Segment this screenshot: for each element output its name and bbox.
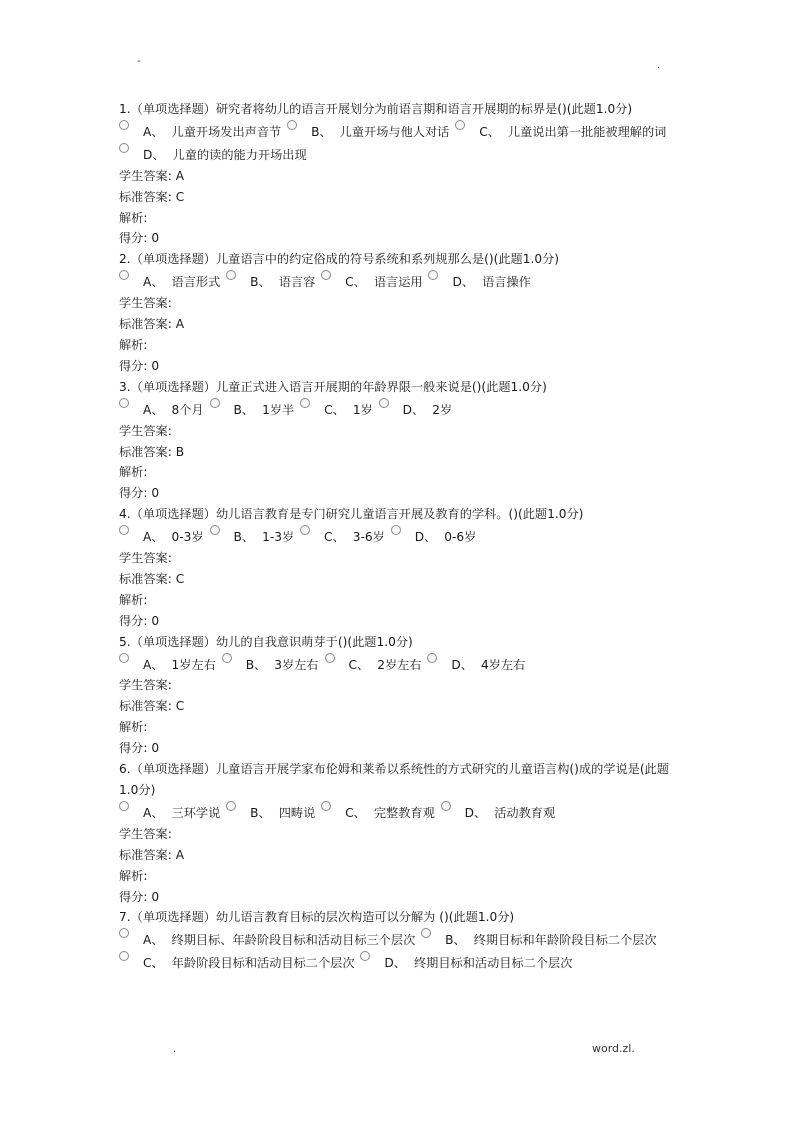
option-label: A、 bbox=[143, 657, 164, 672]
radio-option-d[interactable] bbox=[119, 143, 129, 153]
option-group bbox=[119, 525, 679, 548]
standard-answer-label: 标准答案: bbox=[119, 189, 172, 204]
radio-option-d[interactable] bbox=[360, 951, 370, 961]
analysis-label: 解析: bbox=[119, 465, 148, 480]
student-answer-row bbox=[119, 166, 679, 187]
option-text: 儿童开场与他人对话 bbox=[339, 124, 450, 139]
radio-option-a[interactable] bbox=[119, 270, 129, 280]
option-label: A、 bbox=[143, 275, 164, 290]
option-label: B、 bbox=[233, 530, 255, 545]
score-label: 得分: bbox=[119, 486, 148, 501]
option-label: C、 bbox=[324, 530, 345, 545]
question-4 bbox=[119, 504, 679, 631]
student-answer-label: 学生答案: bbox=[119, 423, 172, 438]
option-text: 1岁 bbox=[352, 402, 373, 417]
option-label: A、 bbox=[143, 124, 164, 139]
score-value: 0 bbox=[151, 613, 160, 628]
radio-option-d[interactable] bbox=[441, 801, 451, 811]
question-2 bbox=[119, 249, 679, 376]
standard-answer-value: A bbox=[175, 847, 185, 862]
analysis-label: 解析: bbox=[119, 592, 148, 607]
radio-option-b[interactable] bbox=[222, 653, 232, 663]
student-answer-row bbox=[119, 548, 679, 569]
option-group bbox=[119, 120, 679, 166]
score-value: 0 bbox=[151, 486, 160, 501]
radio-option-b[interactable] bbox=[210, 525, 220, 535]
score-value: 0 bbox=[151, 231, 160, 246]
option-label: A、 bbox=[143, 530, 164, 545]
radio-option-c[interactable] bbox=[321, 270, 331, 280]
question-stem: 5.（单项选择题）幼儿的自我意识萌芽于()(此题1.0分) bbox=[119, 634, 413, 649]
radio-option-d[interactable] bbox=[379, 398, 389, 408]
question-stem: 6.（单项选择题）儿童语言开展学家布伦姆和莱希以系统性的方式研究的儿童语言构()成的学说是(此题1.0分) bbox=[119, 762, 669, 797]
question-5 bbox=[119, 632, 679, 759]
question-list bbox=[119, 99, 679, 974]
score-row bbox=[119, 228, 679, 249]
footer-watermark: word.zl. bbox=[592, 1042, 635, 1055]
analysis-label: 解析: bbox=[119, 868, 148, 883]
option-label: C、 bbox=[345, 275, 366, 290]
option-label: B、 bbox=[233, 402, 255, 417]
score-value: 0 bbox=[151, 889, 160, 904]
option-text: 1-3岁 bbox=[262, 530, 295, 545]
student-answer-row bbox=[119, 293, 679, 314]
option-label: D、 bbox=[384, 956, 406, 971]
option-group bbox=[119, 398, 679, 421]
option-text: 1岁半 bbox=[262, 402, 295, 417]
radio-option-c[interactable] bbox=[455, 120, 465, 130]
student-answer-label: 学生答案: bbox=[119, 826, 172, 841]
option-text: 终期目标和活动目标二个层次 bbox=[413, 956, 573, 971]
radio-option-c[interactable] bbox=[300, 398, 310, 408]
standard-answer-label: 标准答案: bbox=[119, 444, 172, 459]
option-group bbox=[119, 928, 679, 974]
radio-option-c[interactable] bbox=[321, 801, 331, 811]
option-text: 4岁左右 bbox=[480, 657, 526, 672]
radio-option-d[interactable] bbox=[391, 525, 401, 535]
standard-answer-row bbox=[119, 442, 679, 463]
option-text: 语言形式 bbox=[171, 275, 221, 290]
radio-option-c[interactable] bbox=[300, 525, 310, 535]
option-text: 1岁左右 bbox=[171, 657, 216, 672]
score-label: 得分: bbox=[119, 358, 148, 373]
page-corner-mark-right: . bbox=[657, 60, 661, 71]
option-text: 儿童说出第一批能被理解的词 bbox=[507, 124, 667, 139]
student-answer-label: 学生答案: bbox=[119, 168, 172, 183]
option-label: A、 bbox=[143, 805, 164, 820]
score-row bbox=[119, 356, 679, 377]
score-label: 得分: bbox=[119, 889, 148, 904]
option-text: 年龄阶段目标和活动目标二个层次 bbox=[171, 956, 355, 971]
analysis-label: 解析: bbox=[119, 720, 148, 735]
radio-option-b[interactable] bbox=[421, 928, 431, 938]
standard-answer-row bbox=[119, 569, 679, 590]
student-answer-value: A bbox=[175, 168, 185, 183]
option-label: C、 bbox=[479, 124, 500, 139]
question-1 bbox=[119, 99, 679, 249]
option-text: 0-3岁 bbox=[171, 530, 204, 545]
question-stem: 2.（单项选择题）儿童语言中的约定俗成的符号系统和系列规那么是()(此题1.0分) bbox=[119, 252, 560, 267]
option-label: B、 bbox=[245, 657, 267, 672]
score-row bbox=[119, 611, 679, 632]
radio-option-b[interactable] bbox=[210, 398, 220, 408]
standard-answer-label: 标准答案: bbox=[119, 699, 172, 714]
option-label: B、 bbox=[445, 933, 466, 948]
standard-answer-value: C bbox=[175, 699, 185, 714]
question-stem: 1.（单项选择题）研究者将幼儿的语言开展划分为前语言期和语言开展期的标界是()(此题1.0分) bbox=[119, 102, 633, 116]
radio-option-b[interactable] bbox=[226, 270, 236, 280]
standard-answer-value: B bbox=[175, 444, 185, 459]
score-value: 0 bbox=[151, 741, 160, 756]
option-group bbox=[119, 270, 679, 293]
page-corner-mark-left: - bbox=[137, 56, 141, 67]
question-3 bbox=[119, 377, 679, 504]
student-answer-row bbox=[119, 421, 679, 442]
option-group bbox=[119, 801, 679, 824]
option-text: 2岁左右 bbox=[377, 657, 422, 672]
option-text: 四畴说 bbox=[278, 805, 316, 820]
student-answer-label: 学生答案: bbox=[119, 678, 172, 693]
radio-option-c[interactable] bbox=[119, 951, 129, 961]
radio-option-a[interactable] bbox=[119, 928, 129, 938]
standard-answer-value: C bbox=[175, 189, 185, 204]
radio-option-b[interactable] bbox=[287, 120, 297, 130]
footer-dot: . bbox=[173, 1044, 177, 1055]
question-6 bbox=[119, 759, 679, 907]
option-label: A、 bbox=[143, 933, 164, 948]
option-label: D、 bbox=[452, 275, 475, 290]
question-stem: 7.（单项选择题）幼儿语言教育目标的层次构造可以分解为 ()(此题1.0分) bbox=[119, 910, 515, 925]
option-text: 语言操作 bbox=[482, 275, 531, 290]
option-label: C、 bbox=[143, 956, 164, 971]
option-label: B、 bbox=[311, 124, 332, 139]
option-label: D、 bbox=[464, 805, 487, 820]
score-label: 得分: bbox=[119, 231, 148, 246]
radio-option-a[interactable] bbox=[119, 120, 129, 130]
standard-answer-value: C bbox=[175, 571, 185, 586]
analysis-label: 解析: bbox=[119, 337, 148, 352]
radio-option-a[interactable] bbox=[119, 653, 129, 663]
question-7 bbox=[119, 907, 679, 974]
radio-option-b[interactable] bbox=[226, 801, 236, 811]
standard-answer-value: A bbox=[175, 317, 185, 332]
option-group bbox=[119, 653, 679, 676]
score-label: 得分: bbox=[119, 741, 148, 756]
score-row bbox=[119, 738, 679, 759]
option-text: 儿童开场发出声音节 bbox=[171, 124, 282, 139]
standard-answer-row bbox=[119, 696, 679, 717]
option-label: D、 bbox=[451, 657, 473, 672]
option-label: C、 bbox=[324, 402, 345, 417]
student-answer-row bbox=[119, 824, 679, 845]
option-text: 三环学说 bbox=[171, 805, 221, 820]
radio-option-d[interactable] bbox=[427, 653, 437, 663]
option-text: 语言容 bbox=[278, 275, 316, 290]
option-label: D、 bbox=[143, 147, 165, 162]
option-text: 儿童的读的能力开场出现 bbox=[172, 147, 307, 162]
standard-answer-label: 标准答案: bbox=[119, 847, 172, 862]
option-text: 3-6岁 bbox=[352, 530, 385, 545]
analysis-label: 解析: bbox=[119, 210, 148, 225]
radio-option-a[interactable] bbox=[119, 525, 129, 535]
option-text: 2岁 bbox=[432, 402, 453, 417]
option-text: 完整教育观 bbox=[373, 805, 435, 820]
standard-answer-label: 标准答案: bbox=[119, 317, 172, 332]
option-label: A、 bbox=[143, 402, 164, 417]
score-label: 得分: bbox=[119, 613, 148, 628]
score-value: 0 bbox=[151, 358, 160, 373]
score-row bbox=[119, 483, 679, 504]
option-label: D、 bbox=[414, 530, 437, 545]
standard-answer-row bbox=[119, 314, 679, 335]
student-answer-row bbox=[119, 675, 679, 696]
question-stem: 3.（单项选择题）儿童正式进入语言开展期的年龄界限一般来说是()(此题1.0分) bbox=[119, 379, 547, 394]
standard-answer-row bbox=[119, 845, 679, 866]
student-answer-label: 学生答案: bbox=[119, 296, 172, 311]
option-text: 活动教育观 bbox=[494, 805, 556, 820]
question-stem: 4.（单项选择题）幼儿语言教育是专门研究儿童语言开展及教育的学科。()(此题1.0分) bbox=[119, 507, 584, 522]
option-text: 3岁左右 bbox=[274, 657, 319, 672]
radio-option-c[interactable] bbox=[325, 653, 335, 663]
option-text: 8个月 bbox=[171, 402, 204, 417]
option-label: C、 bbox=[345, 805, 366, 820]
option-label: B、 bbox=[250, 275, 271, 290]
standard-answer-label: 标准答案: bbox=[119, 571, 172, 586]
radio-option-a[interactable] bbox=[119, 801, 129, 811]
score-row bbox=[119, 887, 679, 908]
option-label: C、 bbox=[348, 657, 370, 672]
option-label: B、 bbox=[250, 805, 271, 820]
standard-answer-row bbox=[119, 187, 679, 208]
radio-option-a[interactable] bbox=[119, 398, 129, 408]
student-answer-label: 学生答案: bbox=[119, 551, 172, 566]
radio-option-d[interactable] bbox=[428, 270, 438, 280]
option-text: 语言运用 bbox=[373, 275, 423, 290]
option-text: 终期目标和年龄阶段目标二个层次 bbox=[473, 933, 657, 948]
option-text: 终期目标、年龄阶段目标和活动目标三个层次 bbox=[171, 933, 416, 948]
option-label: D、 bbox=[402, 402, 425, 417]
option-text: 0-6岁 bbox=[444, 530, 477, 545]
